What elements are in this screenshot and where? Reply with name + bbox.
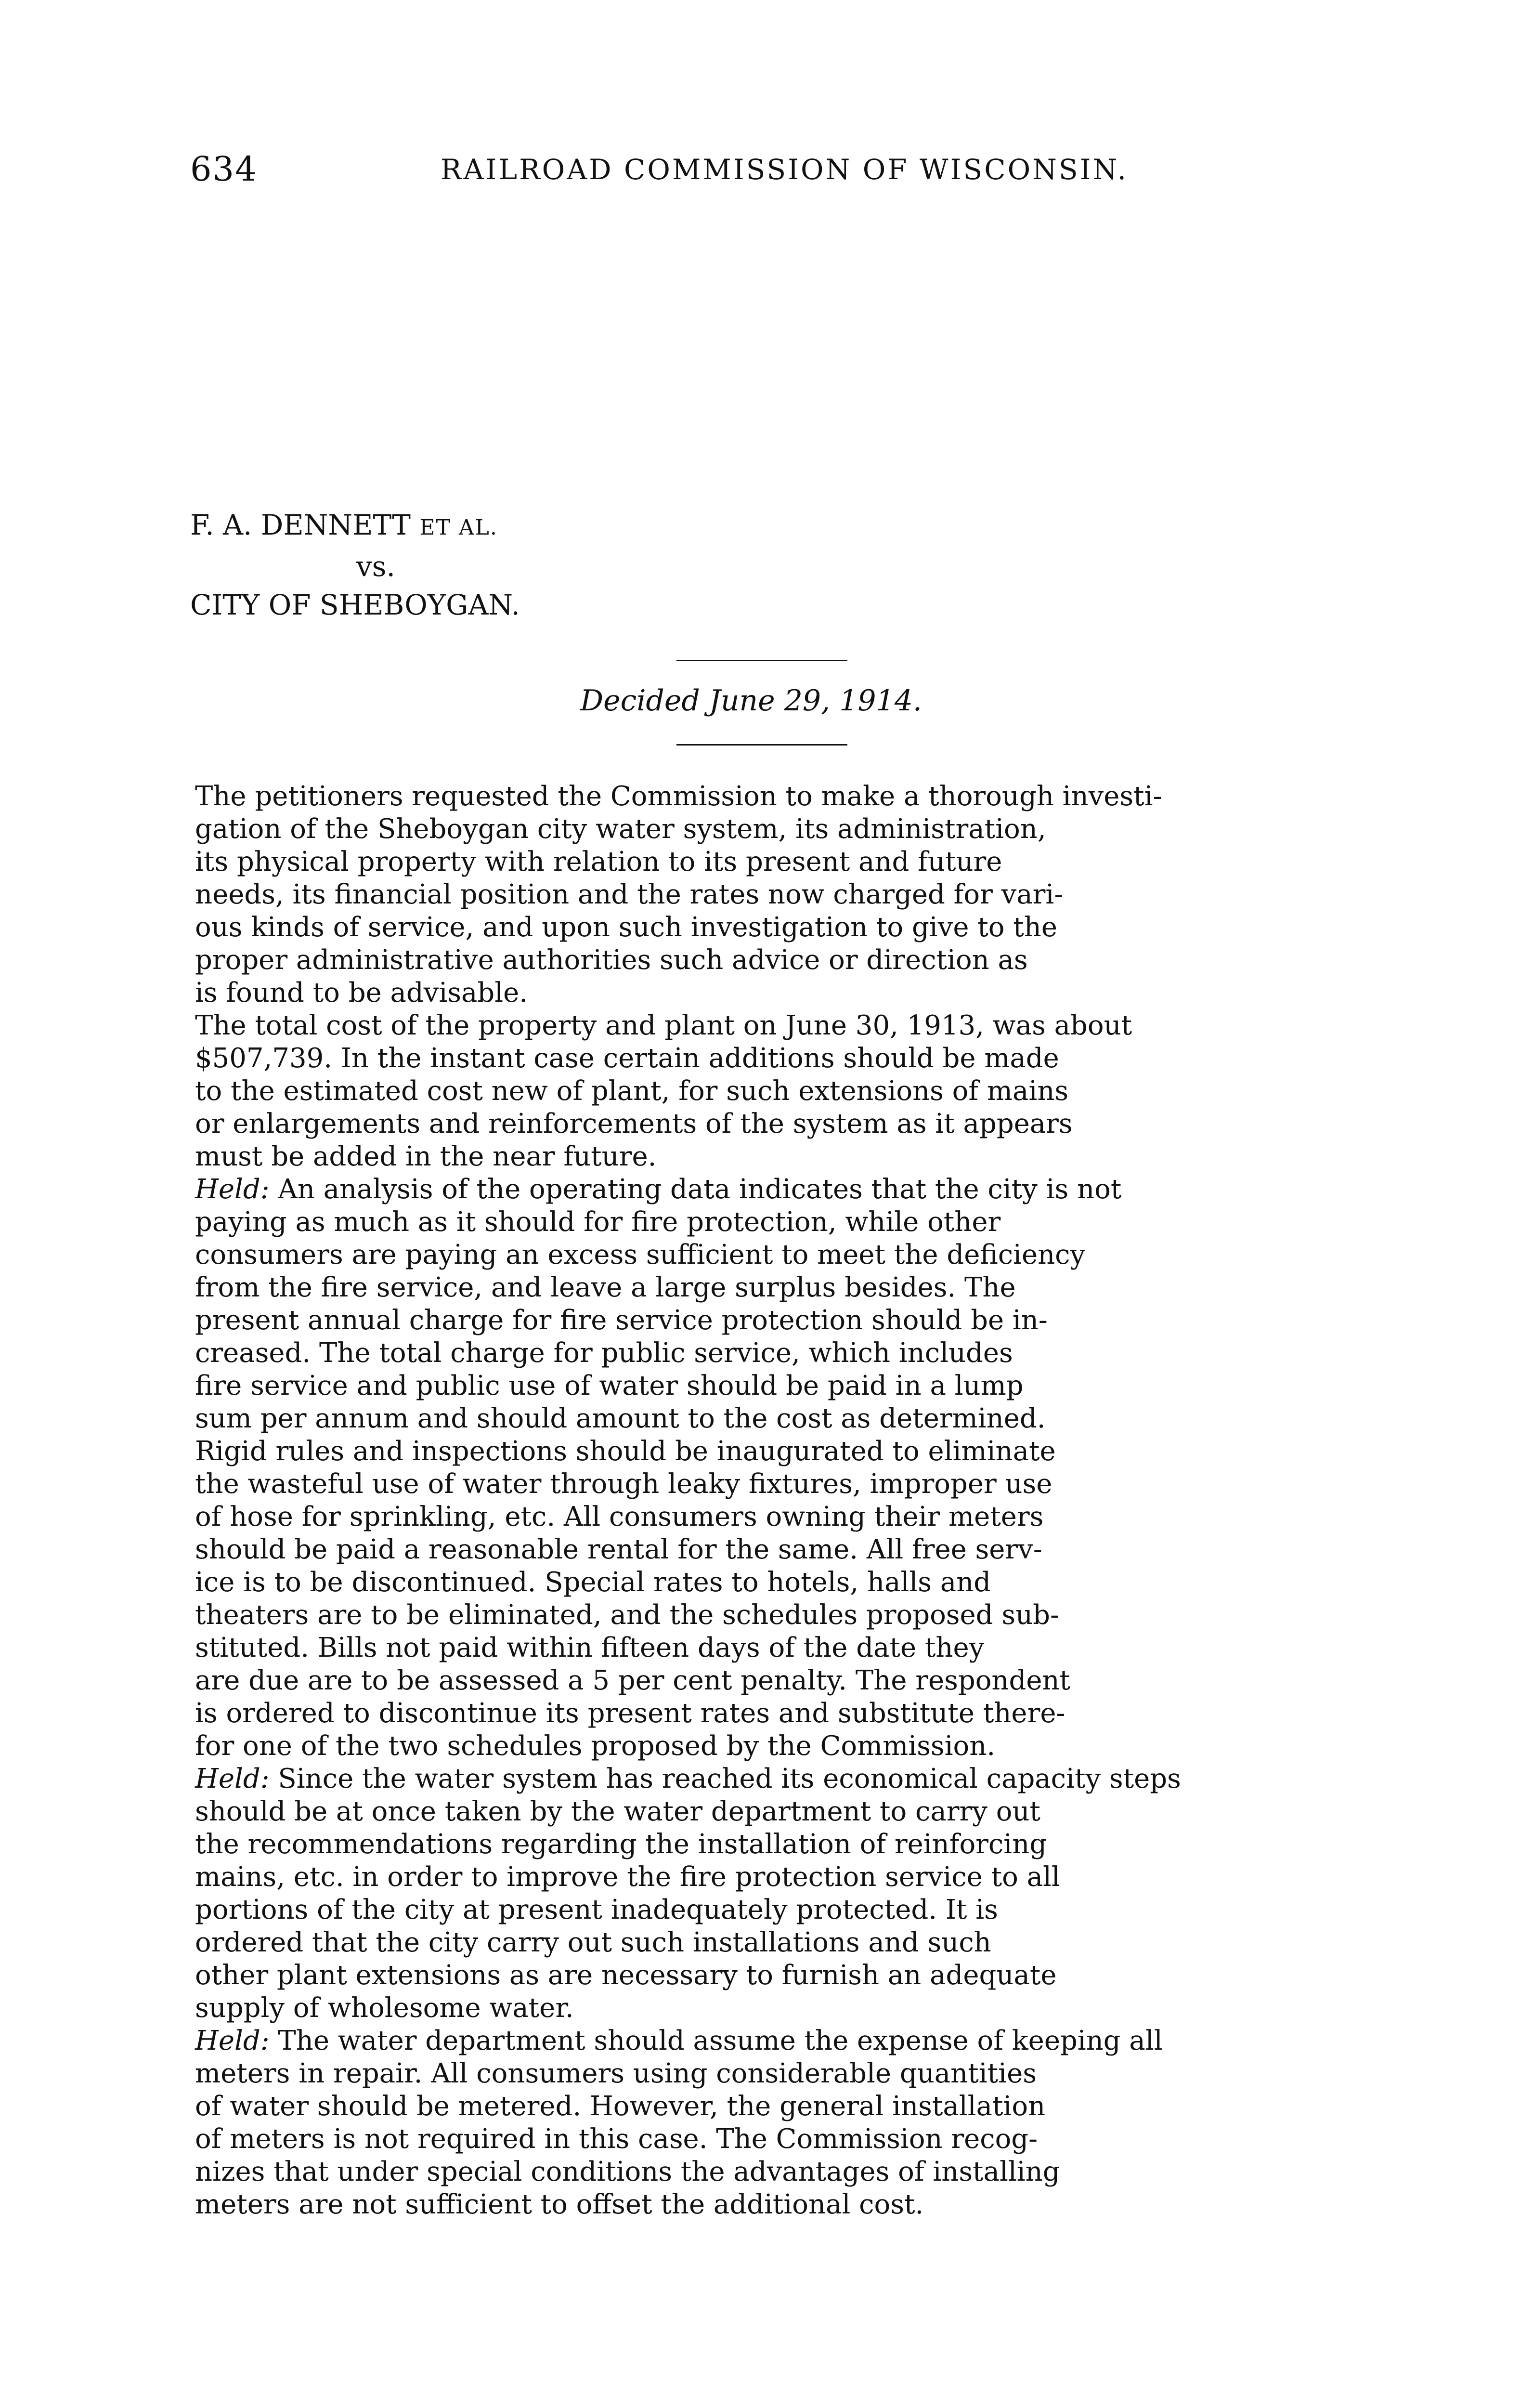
syllabus-line (195, 1730, 1360, 1763)
syllabus-line (195, 1533, 1360, 1566)
syllabus-line (195, 1239, 1360, 1271)
syllabus-line (195, 1795, 1360, 1828)
syllabus-line-text: The water department should assume the expense of keeping all (278, 2025, 1163, 2056)
syllabus-line-text: should be paid a reasonable rental for the same. All free serv- (195, 1534, 1042, 1565)
syllabus-line-text: of water should be metered. However, the general installation (195, 2091, 1046, 2122)
page-number: 634 (190, 149, 258, 189)
syllabus-line (195, 813, 1360, 846)
syllabus-line (195, 977, 1360, 1009)
syllabus-line-text: proper administrative authorities such advice or direction as (195, 944, 1028, 976)
syllabus-line-text: The petitioners requested the Commission to make a thorough investi- (195, 781, 1162, 812)
syllabus-line (195, 1271, 1360, 1304)
syllabus-line (195, 2057, 1360, 2090)
syllabus-paragraph (195, 1009, 1360, 1173)
case-caption (190, 506, 520, 624)
syllabus-line-text: should be at once taken by the water department to carry out (195, 1796, 1041, 1827)
syllabus-line-text: the recommendations regarding the installation of reinforcing (195, 1829, 1047, 1860)
syllabus-line (195, 2188, 1360, 2221)
syllabus-line (195, 1075, 1360, 1108)
syllabus-line-text: sum per annum and should amount to the cost as determined. (195, 1403, 1046, 1434)
syllabus-paragraph (195, 1173, 1360, 1763)
syllabus-paragraph (195, 2025, 1360, 2221)
syllabus-line (195, 2123, 1360, 2156)
respondent-name: CITY OF SHEBOYGAN. (190, 589, 520, 621)
syllabus-line (195, 2090, 1360, 2123)
syllabus-line (195, 1566, 1360, 1599)
syllabus-line-text: ordered that the city carry out such installations and such (195, 1927, 991, 1958)
syllabus-line-text: nizes that under special conditions the advantages of installing (195, 2156, 1060, 2187)
syllabus-line (195, 1763, 1360, 1795)
syllabus-line (195, 1370, 1360, 1402)
petitioner-line (190, 506, 520, 547)
syllabus-line (195, 780, 1360, 813)
syllabus-line (195, 944, 1360, 977)
syllabus-line (195, 1992, 1360, 2025)
syllabus-line-text: ous kinds of service, and upon such investigation to give to the (195, 912, 1058, 943)
page-header (190, 149, 1355, 197)
running-head: RAILROAD COMMISSION OF WISCONSIN. (441, 153, 1129, 186)
petitioner-suffix: ET AL. (419, 515, 498, 540)
syllabus-line-text: meters in repair. All consumers using considerable quantities (195, 2058, 1037, 2089)
syllabus-line-text: must be added in the near future. (195, 1141, 657, 1172)
held-label: Held: (195, 1763, 278, 1794)
syllabus-line-text: An analysis of the operating data indicates that the city is not (278, 1174, 1122, 1205)
held-label: Held: (195, 1174, 278, 1205)
rule-below-date (676, 744, 847, 746)
syllabus-paragraph (195, 780, 1360, 1009)
syllabus-line (195, 1468, 1360, 1501)
syllabus-line (195, 1173, 1360, 1206)
syllabus-line-text: theaters are to be eliminated, and the schedules proposed sub- (195, 1599, 1059, 1631)
syllabus-line (195, 1926, 1360, 1959)
petitioner-name: F. A. DENNETT (190, 509, 411, 541)
syllabus-line-text: is found to be advisable. (195, 977, 528, 1008)
syllabus-line-text: its physical property with relation to its present and future (195, 846, 1002, 877)
syllabus-line-text: of hose for sprinkling, etc. All consumers owning their meters (195, 1501, 1044, 1532)
syllabus-line-text: to the estimated cost new of plant, for such extensions of mains (195, 1075, 1069, 1107)
syllabus-line-text: are due are to be assessed a 5 per cent penalty. The respondent (195, 1665, 1071, 1696)
syllabus-line-text: or enlargements and reinforcements of the system as it appears (195, 1108, 1073, 1139)
syllabus-line-text: is ordered to discontinue its present rates and substitute there- (195, 1698, 1065, 1729)
decision-date: Decided June 29, 1914. (580, 684, 922, 718)
syllabus-line (195, 2156, 1360, 2188)
syllabus-line-text: stituted. Bills not paid within fifteen days of the date they (195, 1632, 985, 1663)
syllabus-line (195, 1501, 1360, 1533)
syllabus-line (195, 1894, 1360, 1926)
syllabus-line (195, 1206, 1360, 1239)
syllabus-line-text: ice is to be discontinued. Special rates to hotels, halls and (195, 1567, 991, 1598)
syllabus-line (195, 1337, 1360, 1370)
syllabus-line-text: meters are not sufficient to offset the additional cost. (195, 2189, 924, 2220)
syllabus-line (195, 846, 1360, 878)
syllabus-line (195, 1632, 1360, 1664)
syllabus-line-text: for one of the two schedules proposed by the Commission. (195, 1730, 996, 1762)
syllabus-line-text: Rigid rules and inspections should be inaugurated to eliminate (195, 1436, 1056, 1467)
syllabus-line-text: consumers are paying an excess sufficient to meet the deficiency (195, 1239, 1086, 1270)
syllabus-line (195, 1009, 1360, 1042)
syllabus-line (195, 1435, 1360, 1468)
syllabus-line (195, 1140, 1360, 1173)
syllabus-line-text: of meters is not required in this case. The Commission recog- (195, 2123, 1038, 2155)
syllabus-paragraph (195, 1763, 1360, 2025)
syllabus-line-text: supply of wholesome water. (195, 1992, 574, 2024)
syllabus-line (195, 1108, 1360, 1140)
versus-label: vs. (356, 550, 395, 583)
syllabus-line-text: mains, etc. in order to improve the fire protection service to all (195, 1861, 1060, 1893)
syllabus-line (195, 878, 1360, 911)
syllabus-line (195, 1959, 1360, 1992)
syllabus-line (195, 2025, 1360, 2057)
syllabus-line (195, 1697, 1360, 1730)
syllabus-line-text: Since the water system has reached its economical capacity steps (278, 1763, 1181, 1794)
syllabus-line-text: fire service and public use of water should be paid in a lump (195, 1370, 1024, 1401)
rule-above-date (676, 660, 847, 661)
syllabus-line-text: gation of the Sheboygan city water system, its administration, (195, 813, 1046, 845)
syllabus-line-text: paying as much as it should for fire protection, while other (195, 1206, 1001, 1238)
syllabus (195, 780, 1360, 2221)
syllabus-line (195, 1599, 1360, 1632)
syllabus-line (195, 1304, 1360, 1337)
syllabus-line-text: other plant extensions as are necessary to furnish an adequate (195, 1960, 1057, 1991)
syllabus-line (195, 1664, 1360, 1697)
syllabus-line (195, 1828, 1360, 1861)
syllabus-line-text: the wasteful use of water through leaky fixtures, improper use (195, 1468, 1052, 1500)
syllabus-line-text: from the fire service, and leave a large surplus besides. The (195, 1272, 1016, 1303)
syllabus-line-text: The total cost of the property and plant on June 30, 1913, was about (195, 1010, 1132, 1041)
syllabus-line (195, 1402, 1360, 1435)
syllabus-line-text: $507,739. In the instant case certain additions should be made (195, 1043, 1059, 1074)
syllabus-line-text: creased. The total charge for public service, which includes (195, 1337, 1013, 1369)
syllabus-line-text: needs, its financial position and the rates now charged for vari- (195, 879, 1064, 910)
syllabus-line (195, 1042, 1360, 1075)
syllabus-line (195, 911, 1360, 944)
syllabus-line (195, 1861, 1360, 1894)
syllabus-line-text: portions of the city at present inadequately protected. It is (195, 1894, 998, 1925)
syllabus-line-text: present annual charge for fire service protection should be in- (195, 1305, 1048, 1336)
held-label: Held: (195, 2025, 278, 2056)
